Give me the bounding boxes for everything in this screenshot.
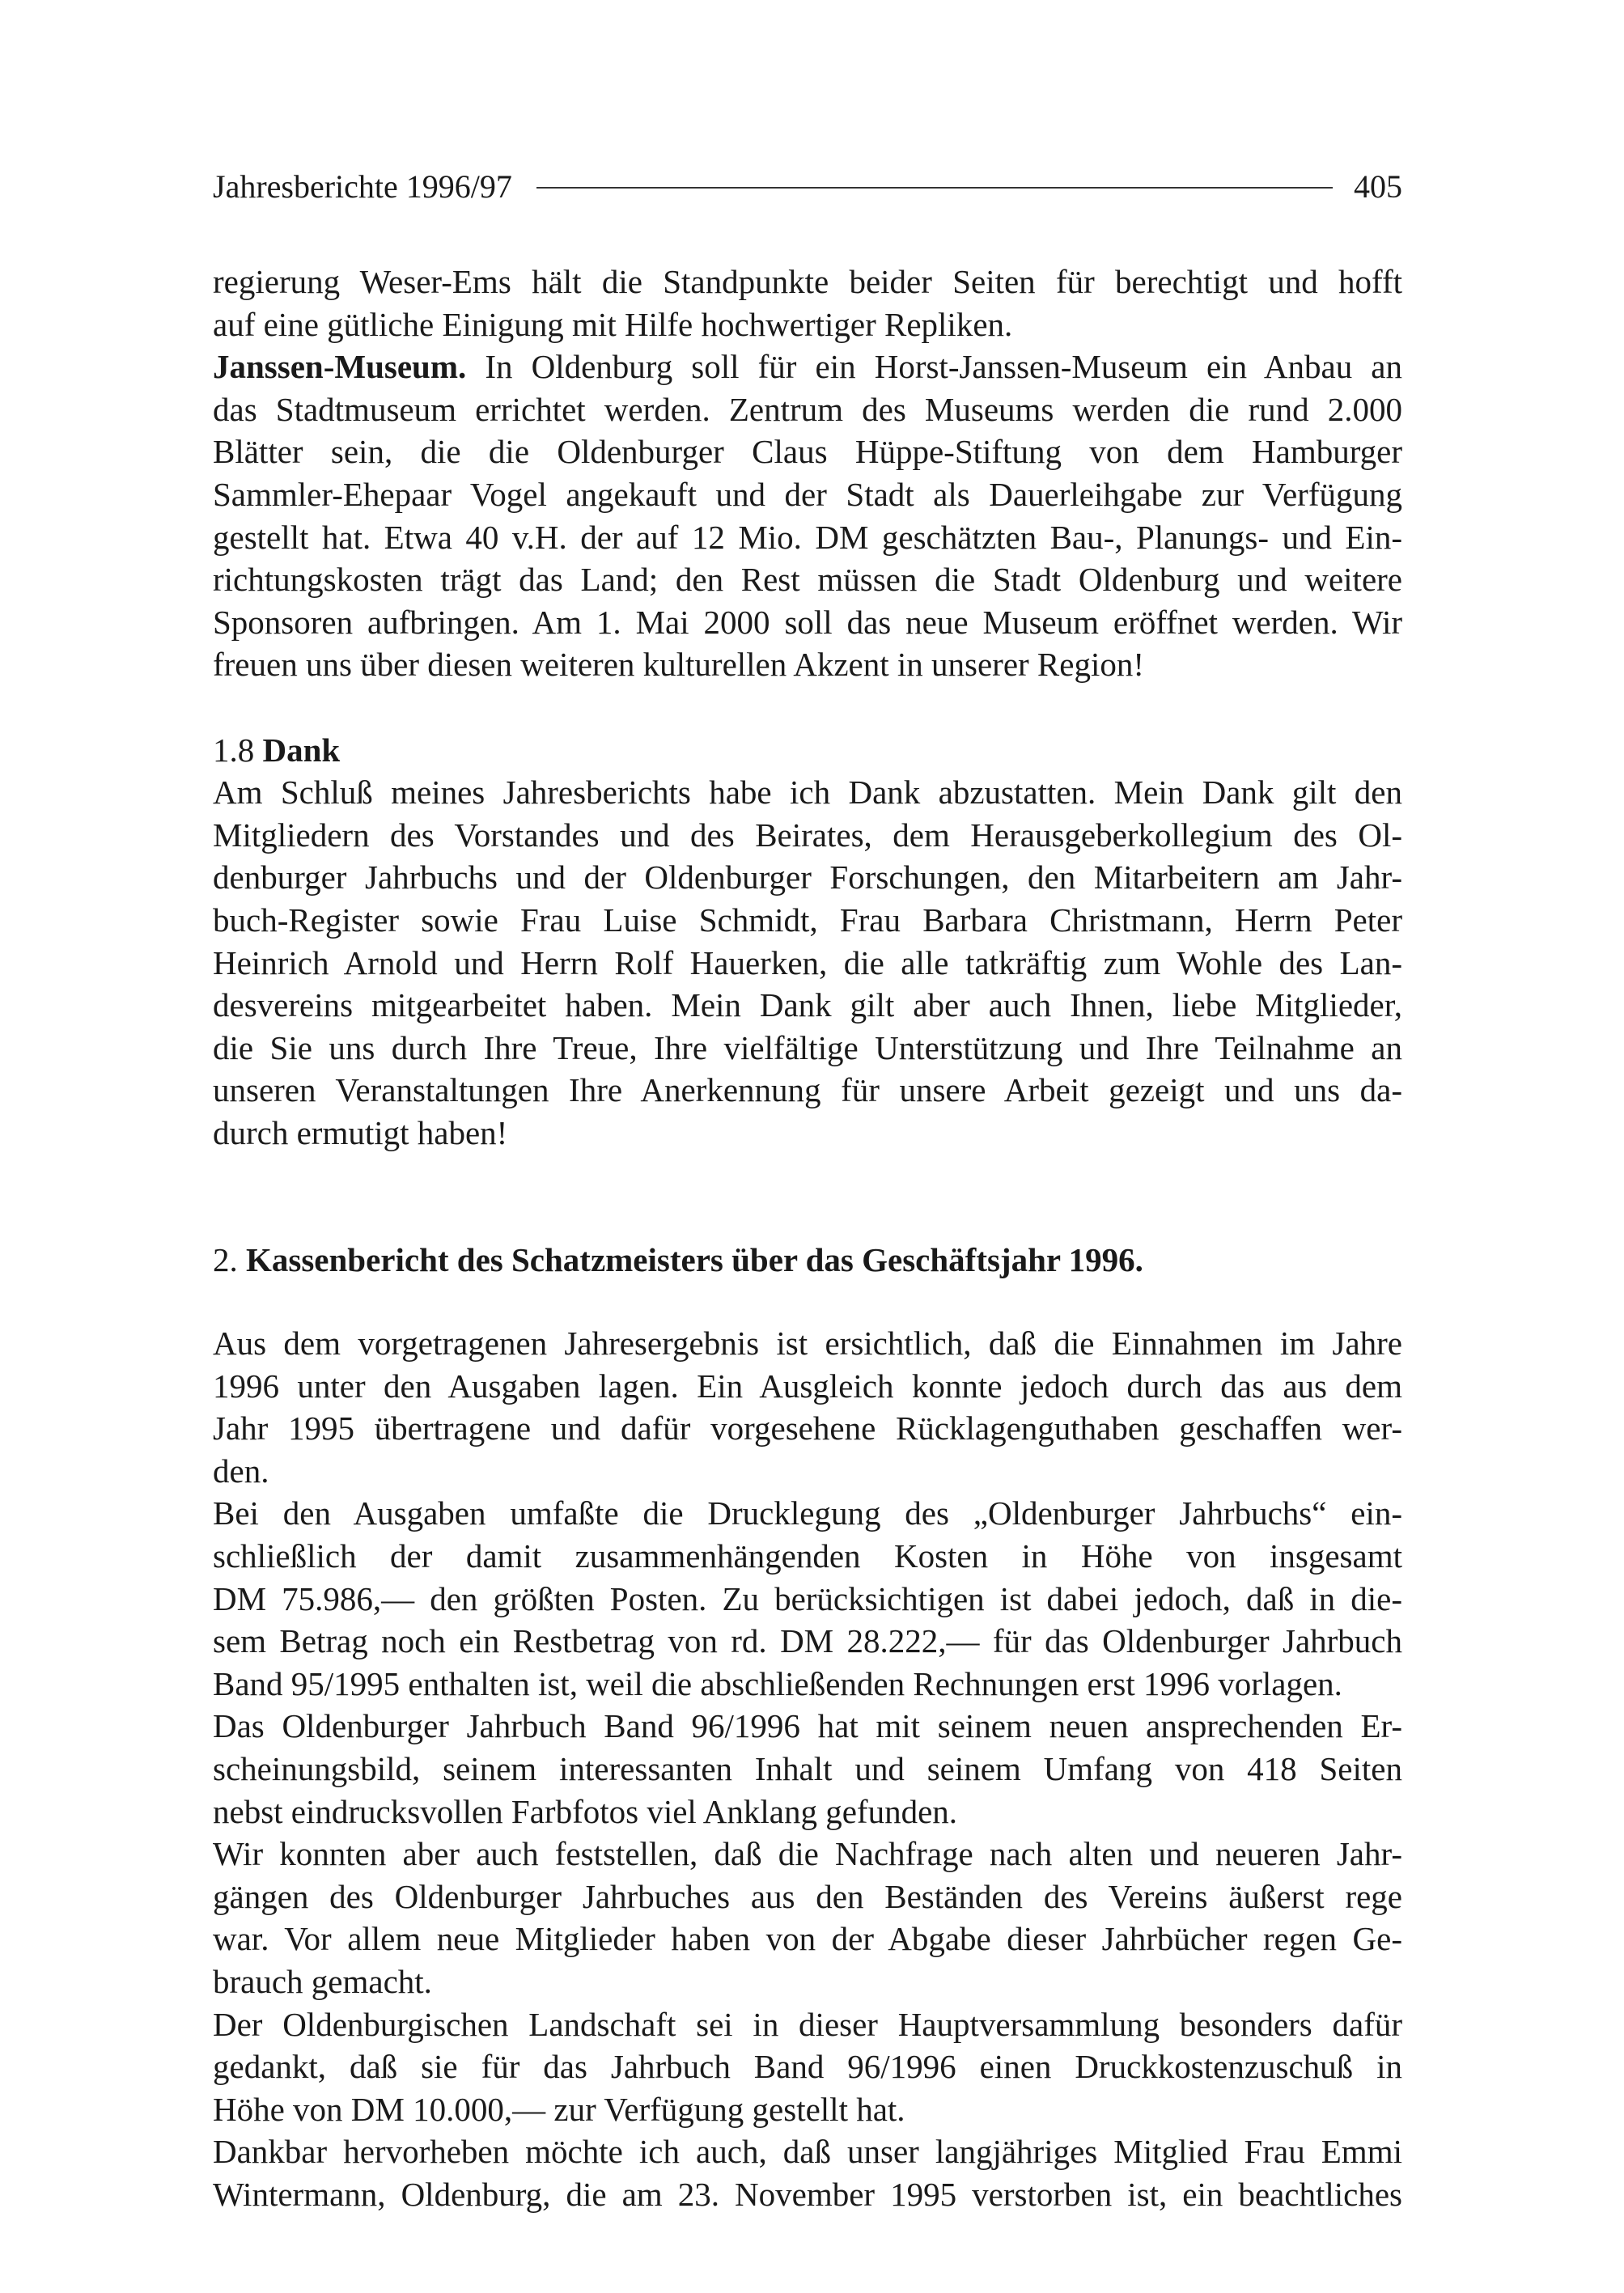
section-number: 1.8 (213, 731, 263, 769)
text-line: desvereins mitgearbeitet haben. Mein Dank gilt aber auch Ihnen, liebe Mitglieder, (213, 986, 1402, 1024)
text-line: Heinrich Arnold und Herrn Rolf Hauerken, die alle tatkräftig zum Wohle des Lan- (213, 943, 1402, 981)
text-line: Wintermann, Oldenburg, die am 23. November 1995 verstorben ist, ein beachtliches (213, 2175, 1402, 2213)
text-line: Bei den Ausgaben umfaßte die Drucklegung des „Oldenburger Jahrbuchs“ ein- (213, 1494, 1402, 1532)
text-line: Sponsoren aufbringen. Am 1. Mai 2000 soll das neue Museum eröffnet werden. Wir (213, 603, 1402, 641)
text-line: Band 95/1995 enthalten ist, weil die abschließenden Rechnungen erst 1996 vorlagen. (213, 1664, 1342, 1702)
text-line: Blätter sein, die die Oldenburger Claus Hüppe-Stiftung von dem Hamburger (213, 433, 1402, 471)
section-heading (213, 729, 1402, 772)
text-line: denburger Jahrbuchs und der Oldenburger Forschungen, den Mitarbeitern am Jahr- (213, 858, 1402, 896)
text-line: das Stadtmuseum errichtet werden. Zentrum des Museums werden die rund 2.000 (213, 390, 1402, 428)
text-line: Sammler-Ehepaar Vogel angekauft und der Stadt als Dauerleihgabe zur Verfügung (213, 475, 1402, 513)
section-title: Dank (262, 731, 341, 769)
text-line: unseren Veranstaltungen Ihre Anerkennung für unsere Arbeit gezeigt und uns da- (213, 1071, 1402, 1109)
text-line: schließlich der damit zusammenhängenden Kosten in Höhe von insgesamt (213, 1537, 1402, 1575)
text-line: auf eine gütliche Einigung mit Hilfe hochwertiger Repliken. (213, 305, 1013, 343)
running-header (213, 163, 1402, 209)
body-text (213, 261, 1402, 2216)
header-rule (536, 187, 1333, 189)
text-line: war. Vor allem neue Mitglieder haben von der Abgabe dieser Jahrbücher regen Ge- (213, 1920, 1402, 1958)
page-number: 405 (1354, 167, 1402, 205)
text-line: Wir konnten aber auch feststellen, daß die Nachfrage nach alten und neueren Jahr- (213, 1835, 1402, 1873)
text-line: Das Oldenburger Jahrbuch Band 96/1996 hat mit seinem neuen ansprechenden Er- (213, 1707, 1402, 1745)
text-line: Dankbar hervorheben möchte ich auch, daß unser langjähriges Mitglied Frau Emmi (213, 2133, 1402, 2171)
text-line: durch ermutigt haben! (213, 1113, 508, 1151)
text-run: In Oldenburg soll für ein Horst-Janssen-Museum ein Anbau an (466, 348, 1402, 386)
text-line: sem Betrag noch ein Restbetrag von rd. DM 28.222,— für das Oldenburger Jahrbuch (213, 1622, 1402, 1660)
text-line: nebst eindrucksvollen Farbfotos viel Anklang gefunden. (213, 1792, 958, 1830)
text-line: Mitgliedern des Vorstandes und des Beirates, dem Herausgeberkollegium des Ol- (213, 816, 1402, 854)
section-title: Kassenbericht des Schatzmeisters über das Geschäftsjahr 1996. (246, 1241, 1143, 1279)
text-line: gängen des Oldenburger Jahrbuches aus den Beständen des Vereins äußerst rege (213, 1877, 1402, 1915)
text-line: gestellt hat. Etwa 40 v.H. der auf 12 Mio. DM geschätzten Bau-, Planungs- und Ein- (213, 518, 1402, 556)
text-line: brauch gemacht. (213, 1962, 432, 2000)
spacer (213, 686, 1402, 729)
header-title: Jahresberichte 1996/97 (213, 167, 512, 205)
text-line: scheinungsbild, seinem interessanten Inhalt und seinem Umfang von 418 Seiten (213, 1750, 1402, 1787)
text-line (213, 345, 1402, 388)
text-line: regierung Weser-Ems hält die Standpunkte beider Seiten für berechtigt und hofft (213, 263, 1402, 300)
spacer (213, 1154, 1402, 1239)
text-line: Jahr 1995 übertragene und dafür vorgesehene Rücklagenguthaben geschaffen wer- (213, 1409, 1402, 1447)
text-line: die Sie uns durch Ihre Treue, Ihre vielfältige Unterstützung und Ihre Teilnahme an (213, 1028, 1402, 1066)
section-number: 2. (213, 1241, 246, 1279)
text-line: freuen uns über diesen weiteren kulturellen Akzent in unserer Region! (213, 646, 1145, 684)
text-line: buch-Register sowie Frau Luise Schmidt, Frau Barbara Christmann, Herrn Peter (213, 901, 1402, 939)
spacer (213, 1282, 1402, 1322)
text-line: richtungskosten trägt das Land; den Rest müssen die Stadt Oldenburg und weitere (213, 561, 1402, 599)
text-line: Aus dem vorgetragenen Jahresergebnis ist ersichtlich, daß die Einnahmen im Jahre (213, 1325, 1402, 1363)
text-line: Höhe von DM 10.000,— zur Verfügung gestellt hat. (213, 2090, 905, 2128)
text-line: den. (213, 1452, 269, 1490)
text-line: DM 75.986,— den größten Posten. Zu berücksichtigen ist dabei jedoch, daß in die- (213, 1579, 1402, 1617)
text-line: gedankt, daß sie für das Jahrbuch Band 96/1996 einen Druckkostenzuschuß in (213, 2048, 1402, 2086)
text-line: Am Schluß meines Jahresberichts habe ich Dank abzustatten. Mein Dank gilt den (213, 774, 1402, 812)
text-line: 1996 unter den Ausgaben lagen. Ein Ausgleich konnte jedoch durch das aus dem (213, 1367, 1402, 1405)
section-heading (213, 1239, 1402, 1282)
text-line: Der Oldenburgischen Landschaft sei in dieser Hauptversammlung besonders dafür (213, 2005, 1402, 2043)
section-run-in-heading: Janssen-Museum. (213, 348, 467, 386)
